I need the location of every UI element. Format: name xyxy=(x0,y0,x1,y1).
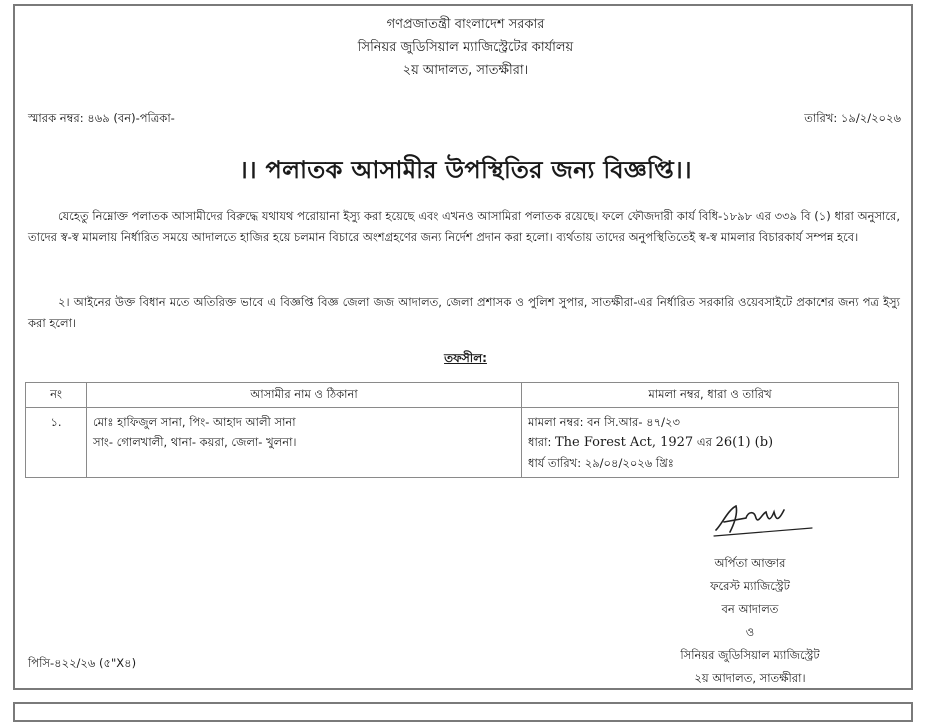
table-row xyxy=(26,408,899,478)
accused-name: মোঃ হাফিজুল সানা, পিং- আহাদ আলী সানা xyxy=(93,415,296,429)
section-connector: এর xyxy=(696,435,712,449)
section-label: ধারা: xyxy=(528,435,552,449)
row-number: ১. xyxy=(26,408,87,478)
case-section xyxy=(528,432,892,453)
signatory-title-3: সিনিয়র জুডিসিয়াল ম্যাজিস্ট্রেট xyxy=(680,648,820,662)
col-case-header: মামলা নম্বর, ধারা ও তারিখ xyxy=(522,383,899,408)
paragraph-1-text: যেহেতু নিম্নোক্ত পলাতক আসামীদের বিরুদ্ধে যথাযথ পরোয়ানা ইস্যু করা হয়েছে এবং এখনও আসামিরা পলাতক রয়েছে। ফলে ফৌজদারী কার্য বিধি-১৮৯৮ এর ৩৩৯ বি (১) ধারা অনুসারে, তাদের স্ব-স্ব মামলায় নির্ধারিত সময়ে আদালতে হাজির হয়ে চলমান বিচারে অংশগ্রহণের জন্য নির্দেশ প্রদান করা হলো। ব্যর্থতায় তাদের অনুপস্থিতিতেই স্ব-স্ব মামলার বিচারকার্য সম্পন্ন হবে। xyxy=(28,209,900,244)
table-header-row xyxy=(26,383,899,408)
signatory-title-4: ২য় আদালত, সাতক্ষীরা। xyxy=(694,671,806,685)
col-number-header: নং xyxy=(26,383,87,408)
paragraph-2-text: ২। আইনের উক্ত বিধান মতে অতিরিক্ত ভাবে এ বিজ্ঞপ্তি বিজ্ঞ জেলা জজ আদালত, জেলা প্রশাসক ও পুলিশ সুপার, সাতক্ষীরা-এর নির্ধারিত সরকারি ওয়েবসাইটে প্রকাশের জন্য পত্র ইস্যু করা হলো। xyxy=(28,295,900,330)
hearing-date: ধার্য তারিখ: ২৯/০৪/২০২৬ খ্রিঃ xyxy=(528,456,674,470)
govt-title: গণপ্রজাতন্ত্রী বাংলাদেশ সরকার xyxy=(386,17,545,32)
office-title: সিনিয়র জুডিসিয়াল ম্যাজিস্ট্রেটের কার্যালয় xyxy=(357,40,574,55)
notice-title: ।। পলাতক আসামীর উপস্থিতির জন্য বিজ্ঞপ্তি।। xyxy=(239,156,692,184)
section-number: 26(1) (b) xyxy=(715,435,774,450)
signatory-block xyxy=(600,552,900,690)
signatory-conjunction: ও xyxy=(745,625,755,639)
signatory-title-2: বন আদালত xyxy=(721,602,779,616)
paragraph-1 xyxy=(28,206,900,248)
signatory-name: অর্পিতা আক্তার xyxy=(714,556,786,570)
court-title: ২য় আদালত, সাতক্ষীরা। xyxy=(402,63,529,78)
memo-date: তারিখ: ১৯/২/২০২৬ xyxy=(804,111,901,125)
handwritten-signature xyxy=(712,500,822,540)
case-number: মামলা নম্বর: বন সি.আর- ৪৭/২৩ xyxy=(528,415,680,429)
print-code: পিসি-৪২২/২৬ (৫"X৪) xyxy=(28,656,137,670)
paragraph-2 xyxy=(28,292,900,334)
signatory-title-1: ফরেস্ট ম্যাজিস্ট্রেট xyxy=(710,579,790,593)
accused-address: সাং- গোলখালী, থানা- কয়রা, জেলা- খুলনা। xyxy=(93,435,297,449)
next-notice-border xyxy=(13,702,913,722)
col-accused-header: আসামীর নাম ও ঠিকানা xyxy=(87,383,522,408)
memo-number: স্মারক নম্বর: ৪৬৯ (বন)-পত্রিকা- xyxy=(28,111,175,125)
accused-cell xyxy=(87,408,522,478)
schedule-table xyxy=(25,382,899,478)
case-cell xyxy=(522,408,899,478)
act-name: The Forest Act, 1927 xyxy=(554,435,694,450)
schedule-heading: তফসীল: xyxy=(444,351,487,365)
